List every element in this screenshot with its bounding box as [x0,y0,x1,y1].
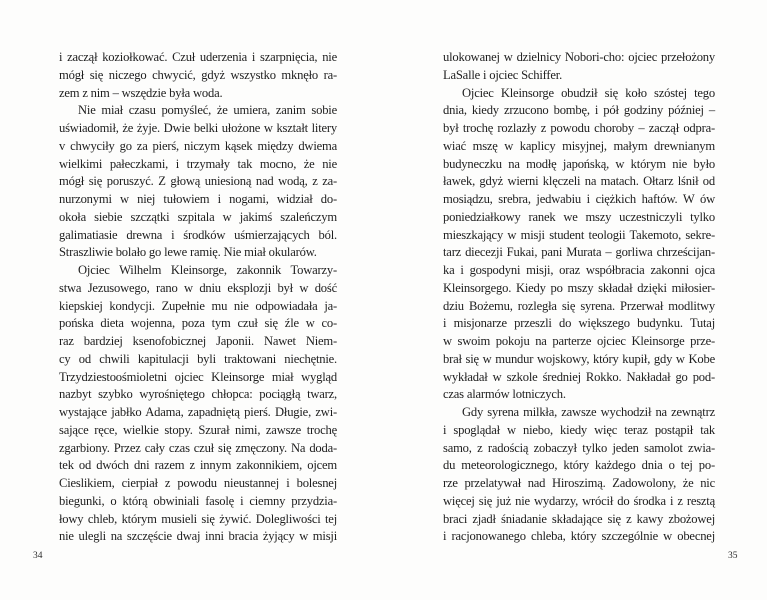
text-line: Ojciec Kleinsorge obudził się koło szóstej tego [462,85,715,100]
text-line: sające ręce, wielkie stopy. Szurał nimi, zawsze trochę [59,422,337,437]
text-line: zgarbiony. Przez cały czas czuł się zmęczony. Na doda- [59,440,337,455]
text-line: zem z nim – wszędzie była woda. [59,85,223,100]
text-line: ulokowanej w dzielnicy Nobori-cho: ojciec przełożony [443,50,715,64]
text-line: galimatiasie drewna i środków uśmierzających ból. [59,227,337,242]
text-line: tarz diecezji Fukai, pani Murata – gorliwa chrześcijan- [443,245,715,260]
text-line: mosiądzu, srebra, jedwabiu i ciężkich haftów. W ów [443,192,715,206]
text-line: Gdy syrena milkła, zawsze wychodził na zewnątrz [462,405,715,419]
text-line: du meteorologicznego, który każdego dnia o tej po- [443,458,715,473]
text-line: wielkimi pałeczkami, i trzymały tak mocno, że nie [59,156,337,171]
text-line: i zaczął koziołkować. Czuł uderzenia i szarpnięcia, nie [59,50,337,64]
text-line: stwa Jezusowego, rano w dniu eksplozji był w dość [59,280,337,295]
text-line: poniedziałkowy ranek we mszy uczestniczyli tylko [443,209,715,224]
text-line: mógł się poruszyć. Z głową uniesioną nad wodą, z za- [59,174,337,189]
text-line: ławek, gdyż wierni klęczeli na matach. Ołtarz lśnił od [443,174,715,189]
text-line: wystające jabłko Adama, zapadniętą pierś. Długie, zwi- [59,405,337,419]
text-line: kiepskiej kondycji. Zupełnie mu nie odpowiadała ja- [59,298,337,313]
text-line: Nie miał czasu pomyśleć, że umiera, zanim sobie [78,103,337,118]
text-line: i misjonarze przeszli do większego budynku. Tutaj [443,316,715,331]
text-line: wiać mszę w kaplicy misyjnej, małym drewnianym [443,138,715,153]
text-line: mógł się niczego chwycić, gdyż wszystko mknęło ra- [59,67,337,82]
text-line: mieszkający w misji student teologii Takemoto, sekre- [443,227,715,242]
text-line: tek od dwóch dni razem z innym zakonnikiem, ojcem [59,458,337,473]
text-line: pońska dieta wojenna, poza tym czuł się źle w co- [59,316,337,331]
text-line: Straszliwie bolało go lewe ramię. Nie miał okularów. [59,245,317,260]
page-number-left: 34 [33,551,43,561]
text-line: biegunki, o którą obwiniali fasolę i ciemny przydzia- [59,493,337,508]
text-line: był trochę rozlazły z powodu choroby – zaczął odpra- [443,121,715,135]
text-line: łowy chleb, którym musieli się żywić. Dolegliwości tej [59,511,337,526]
text-line: Cieslikiem, cierpiał z powodu nieustannej i bolesnej [59,476,337,490]
text-line: w swoim pokoju na parterze ojciec Kleinsorge prze- [443,334,715,348]
text-line: dziu Bożemu, rozległa się syrena. Przerwał modlitwy [443,298,715,313]
text-line: więcej się już nie wydarzy, wrócił do środka i z resztą [443,493,715,508]
text-line: braci zjadł śniadanie składające się z kawy zbożowej [443,511,715,526]
text-line: okoła siebie szczątki szpitala w jakimś szaleńczym [59,209,337,224]
text-line: budyneczku na modłę japońską, w którym nie było [443,156,715,171]
text-line: Ojciec Wilhelm Kleinsorge, zakonnik Towarzy- [78,263,337,277]
text-line: v chwyciły go za pierś, niczym kąsek między dwiema [59,138,337,153]
text-line: nurzonymi w niej tułowiem i nogami, widział do- [59,192,337,206]
text-line: brał się w mundur wojskowy, który kupił, gdy w Kobe [443,351,715,366]
text-line: dnia, kiedy zrzucono bombę, i pół godziny później – [443,103,715,118]
page-right-text-column [443,49,715,546]
text-line: ka i gospodyni misji, oraz współbracia zakonni ojca [443,263,715,277]
text-line: nie ulegli na szczęście dwaj inni bracia żyjący w misji [59,529,337,544]
text-line: i racjonowanego chleba, który szczególnie w obecnej [443,529,715,544]
text-line: nazbyt szybko wyrośniętego chłopca: pociągłą twarz, [59,387,337,402]
text-line: rze przelatywał nad Hiroszimą. Zadowolony, że nic [443,476,715,490]
text-line: samo, z radością zobaczył tylko jeden samolot zwia- [443,440,715,455]
page-number-right: 35 [728,551,738,561]
text-line: Trzydziestoośmioletni ojciec Kleinsorge miał wygląd [59,369,337,384]
page-left [0,0,383,600]
text-line: cy od chwili kapitulacji byli traktowani niechętnie. [59,351,337,366]
text-line: raz bardziej ksenofobicznej Japonii. Nawet Niem- [59,334,337,348]
text-line: i spoglądał w niebo, kiedy więc teraz postąpił tak [443,422,715,437]
text-line: Kleinsorgego. Kiedy po mszy składał dzięki miłosier- [443,280,715,295]
text-line: wykładał w szkole średniej Rokko. Nakładał go pod- [443,369,715,384]
text-line: czas alarmów lotniczych. [443,387,566,402]
text-line: LaSalle i ojciec Schiffer. [443,67,563,82]
page-right [383,0,767,600]
page-left-text-column [59,49,337,546]
text-line: uświadomił, że żyje. Dwie belki ułożone w kształt litery [59,121,337,135]
